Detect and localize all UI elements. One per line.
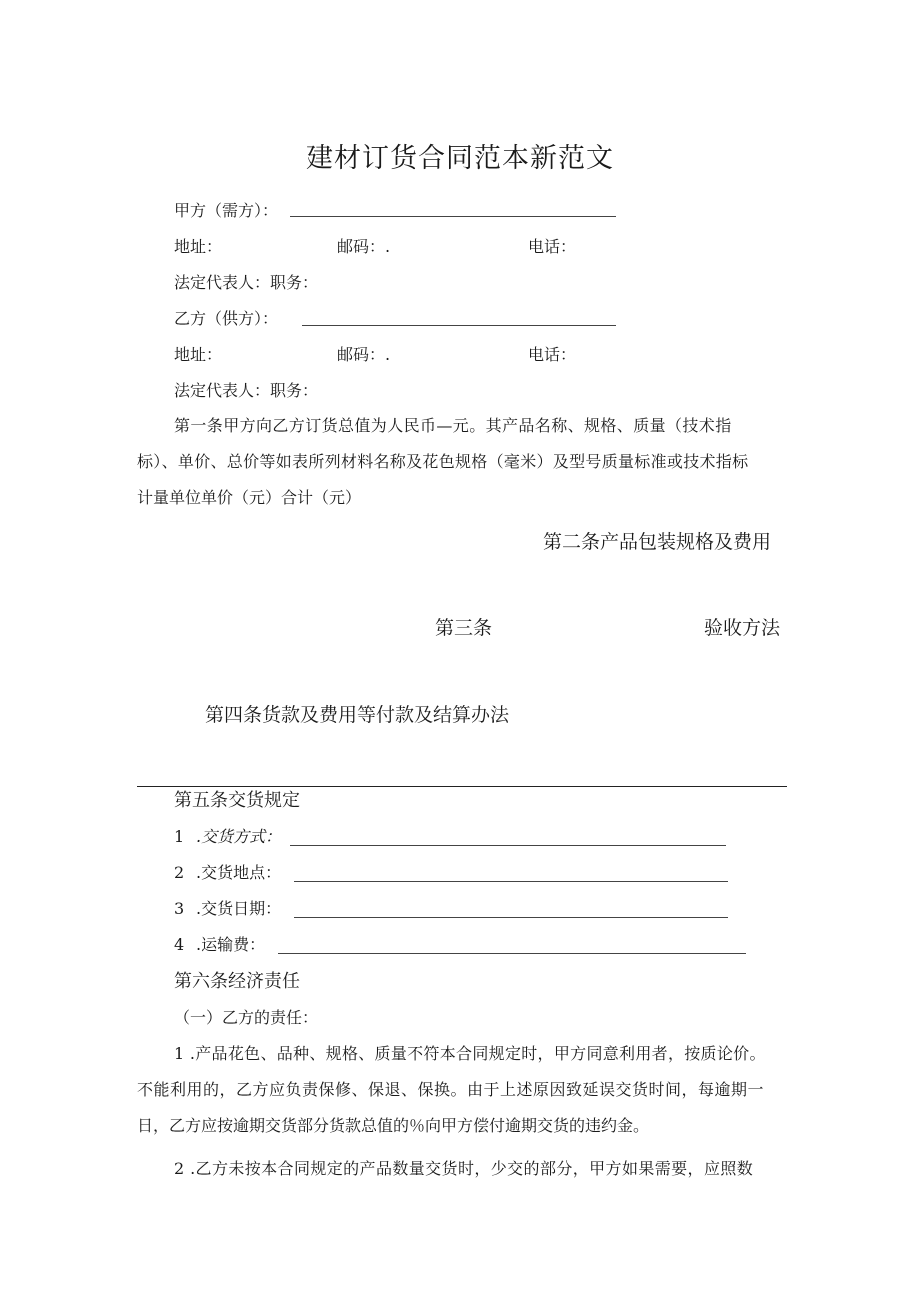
delivery-location-label: .交货地点： <box>196 863 282 882</box>
party-a-label: 甲方（需方）： <box>174 201 279 220</box>
delivery-item-3-num: 3 <box>174 899 185 918</box>
transport-fee-label: .运输费： <box>196 935 266 954</box>
article5-heading: 第五条交货规定 <box>174 790 300 811</box>
article1-line2: 标）、单价、总价等如表所列材料名称及花色规格（毫米）及型号质量标准或技术指标 <box>137 452 749 471</box>
delivery-location-underline <box>294 881 728 882</box>
party-a-rep-label: 法定代表人：职务： <box>174 273 319 292</box>
article6-p2-line1: 2 .乙方未按本合同规定的产品数量交货时，少交的部分，甲方如果需要，应照数 <box>174 1159 754 1178</box>
article3-heading-left: 第三条 <box>435 617 493 639</box>
party-b-rep-label: 法定代表人：职务： <box>174 381 319 400</box>
section-divider <box>137 786 787 787</box>
party-b-underline <box>302 325 616 326</box>
article3-heading-right: 验收方法 <box>704 617 781 639</box>
article6-p1-line1: 1 .产品花色、品种、规格、质量不符本合同规定时，甲方同意利用者，按质论价。 <box>174 1044 766 1063</box>
document-title: 建材订货合同范本新范文 <box>306 143 614 174</box>
party-b-address-label: 地址： <box>174 345 223 364</box>
delivery-method-underline <box>290 845 726 846</box>
delivery-item-4-num: 4 <box>174 935 185 954</box>
article4-heading: 第四条货款及费用等付款及结算办法 <box>205 704 510 726</box>
article6-p1-line3: 日，乙方应按逾期交货部分货款总值的％向甲方偿付逾期交货的违约金。 <box>137 1116 650 1135</box>
party-a-address-label: 地址： <box>174 237 223 256</box>
article1-line1: 第一条甲方向乙方订货总值为人民币—元。其产品名称、规格、质量（技术指 <box>174 416 732 435</box>
party-a-underline <box>290 216 616 217</box>
article6-heading: 第六条经济责任 <box>174 971 300 992</box>
delivery-item-2-num: 2 <box>174 863 185 882</box>
article1-line3: 计量单位单价（元）合计（元） <box>137 488 362 507</box>
delivery-date-label: .交货日期： <box>196 899 282 918</box>
delivery-method-label: .交货方式： <box>196 827 282 846</box>
article2-heading: 第二条产品包装规格及费用 <box>543 531 772 553</box>
party-b-phone-label: 电话： <box>528 345 577 364</box>
article6-p1-line2: 不能利用的，乙方应负责保修、保退、保换。由于上述原因致延误交货时间，每逾期一 <box>137 1080 765 1099</box>
transport-fee-underline <box>278 953 746 954</box>
party-b-label: 乙方（供方）： <box>174 309 279 328</box>
party-b-postcode-label: 邮码：. <box>337 345 391 364</box>
article6-sub1: （一）乙方的责任： <box>174 1008 319 1027</box>
delivery-date-underline <box>294 917 728 918</box>
party-a-postcode-label: 邮码：. <box>337 237 391 256</box>
party-a-phone-label: 电话： <box>528 237 577 256</box>
delivery-item-1-num: 1 <box>174 827 185 846</box>
